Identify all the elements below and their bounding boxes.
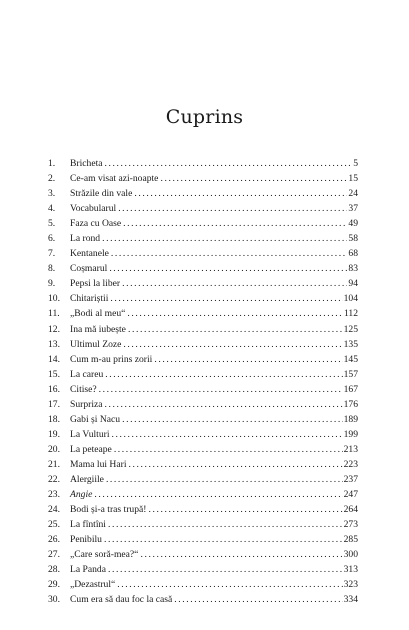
page-number: 104 — [343, 293, 358, 305]
page-number: 313 — [343, 564, 358, 576]
chapter-number: 26. — [48, 534, 60, 546]
page-number: 213 — [343, 443, 358, 455]
dot-leader — [108, 562, 343, 577]
toc-entry — [48, 532, 358, 547]
chapter-title: Cum m-au prins zorii — [70, 353, 153, 365]
toc-entry — [48, 322, 358, 337]
chapter-title: Ultimul Zoze — [70, 338, 122, 350]
toc-entry — [48, 397, 358, 412]
dot-leader — [140, 547, 342, 562]
toc-entry — [48, 246, 358, 261]
dot-leader — [110, 291, 342, 306]
chapter-title: Mama lui Hari — [70, 458, 127, 470]
page-number: 189 — [343, 413, 358, 425]
chapter-title: Kentanele — [70, 248, 109, 260]
chapter-title: Penibilu — [70, 534, 102, 546]
dot-leader — [174, 592, 342, 607]
chapter-number: 16. — [48, 383, 60, 395]
dot-leader — [128, 322, 343, 337]
chapter-number: 9. — [48, 278, 56, 290]
page-number: 37 — [348, 203, 358, 215]
dot-leader — [111, 427, 342, 442]
dot-leader — [105, 397, 343, 412]
dot-leader — [111, 246, 348, 261]
chapter-number: 4. — [48, 203, 56, 215]
page-number: 15 — [348, 173, 358, 185]
dot-leader — [128, 457, 342, 472]
dot-leader — [123, 337, 342, 352]
chapter-title: „Care soră-mea?“ — [70, 549, 139, 561]
page-number: 176 — [343, 398, 358, 410]
chapter-number: 12. — [48, 323, 60, 335]
chapter-number: 15. — [48, 368, 60, 380]
page-number: 237 — [343, 473, 358, 485]
chapter-title: Chitariștii — [70, 293, 109, 305]
chapter-title: Citise? — [70, 383, 97, 395]
chapter-number: 2. — [48, 173, 56, 185]
page-number: 157 — [343, 368, 358, 380]
chapter-title: La peteape — [70, 443, 112, 455]
toc-entry — [48, 472, 358, 487]
toc-entry — [48, 457, 358, 472]
page-number: 83 — [348, 263, 358, 275]
page-number: 323 — [343, 579, 358, 591]
chapter-title: Angie — [70, 489, 93, 501]
chapter-title: La fîntîni — [70, 519, 106, 531]
toc-entry — [48, 201, 358, 216]
toc-entry — [48, 186, 358, 201]
page-number: 5 — [353, 158, 358, 169]
dot-leader — [109, 261, 347, 276]
dot-leader — [114, 442, 343, 457]
toc-entry — [48, 547, 358, 562]
page-number: 334 — [343, 594, 358, 606]
toc-entry — [48, 442, 358, 457]
dot-leader — [105, 156, 353, 171]
toc-entry — [48, 382, 358, 397]
chapter-title: Ina mă iubește — [70, 323, 126, 335]
chapter-number: 25. — [48, 519, 60, 531]
chapter-title: Bricheta — [70, 158, 103, 169]
dot-leader — [148, 502, 342, 517]
page-number: 247 — [343, 489, 358, 501]
chapter-title: La Vulturi — [70, 428, 110, 440]
chapter-number: 27. — [48, 549, 60, 561]
dot-leader — [160, 171, 347, 186]
chapter-title: Surpriza — [70, 398, 103, 410]
dot-leader — [106, 472, 343, 487]
toc-entry — [48, 231, 358, 246]
chapter-number: 18. — [48, 413, 60, 425]
chapter-number: 5. — [48, 218, 56, 230]
chapter-number: 22. — [48, 473, 60, 485]
chapter-title: Alergiile — [70, 473, 104, 485]
dot-leader — [108, 517, 343, 532]
page-number: 112 — [343, 308, 358, 320]
toc-entry — [48, 306, 358, 321]
chapter-title: „Bodi al meu“ — [70, 308, 126, 320]
toc-entry — [48, 261, 358, 276]
chapter-number: 28. — [48, 564, 60, 576]
toc-entry — [48, 337, 358, 352]
page-number: 285 — [343, 534, 358, 546]
chapter-title: Bodi și-a tras trupă! — [70, 504, 147, 516]
chapter-number: 14. — [48, 353, 60, 365]
page-number: 273 — [343, 519, 358, 531]
dot-leader — [127, 306, 343, 321]
chapter-title: Ce-am visat azi-noapte — [70, 173, 159, 185]
chapter-number: 13. — [48, 338, 60, 350]
chapter-number: 10. — [48, 293, 60, 305]
page-number: 300 — [343, 549, 358, 561]
chapter-title: Vocabularul — [70, 203, 117, 215]
page-number: 167 — [343, 383, 358, 395]
page-number: 24 — [348, 188, 358, 200]
dot-leader — [134, 186, 347, 201]
chapter-title: La careu — [70, 368, 104, 380]
chapter-title: Străzile din vale — [70, 188, 133, 200]
page-number: 94 — [348, 278, 358, 290]
dot-leader — [99, 382, 343, 397]
dot-leader — [122, 412, 343, 427]
chapter-number: 7. — [48, 248, 56, 260]
page-number: 223 — [343, 458, 358, 470]
chapter-number: 3. — [48, 188, 56, 200]
chapter-number: 30. — [48, 594, 60, 606]
toc-entry — [48, 276, 358, 291]
chapter-number: 19. — [48, 428, 60, 440]
toc-entry — [48, 517, 358, 532]
chapter-number: 6. — [48, 233, 56, 245]
dot-leader — [122, 276, 347, 291]
chapter-number: 24. — [48, 504, 60, 516]
chapter-title: Pepsi la liber — [70, 278, 121, 290]
chapter-title: La rond — [70, 233, 101, 245]
chapter-title: „Dezastrul“ — [70, 579, 116, 591]
toc-entry — [48, 592, 358, 607]
chapter-title: Cum era să dau foc la casă — [70, 594, 173, 606]
dot-leader — [123, 216, 347, 231]
toc-entry — [48, 291, 358, 306]
toc-entry — [48, 502, 358, 517]
chapter-title: Gabi și Nacu — [70, 413, 121, 425]
page-title: Cuprins — [165, 106, 244, 128]
page-number: 135 — [343, 338, 358, 350]
chapter-number: 23. — [48, 489, 60, 501]
page-number: 49 — [348, 218, 358, 230]
page-number: 264 — [343, 504, 358, 516]
toc-entry — [48, 171, 358, 186]
page-number: 145 — [343, 353, 358, 365]
dot-leader — [118, 201, 347, 216]
page-number: 125 — [343, 323, 358, 335]
dot-leader — [154, 352, 342, 367]
toc-entry — [48, 216, 358, 231]
dot-leader — [102, 231, 347, 246]
page-number: 68 — [348, 248, 358, 260]
chapter-number: 8. — [48, 263, 56, 275]
chapter-number: 20. — [48, 443, 60, 455]
dot-leader — [104, 532, 343, 547]
dot-leader — [105, 367, 342, 382]
chapter-title: Faza cu Oase — [70, 218, 122, 230]
dot-leader — [117, 577, 342, 592]
toc-entry — [48, 577, 358, 592]
chapter-number: 29. — [48, 579, 60, 591]
toc-entry — [48, 412, 358, 427]
page-number: 199 — [343, 428, 358, 440]
chapter-number: 1. — [48, 158, 56, 169]
toc-entry — [48, 156, 358, 171]
page-number: 58 — [348, 233, 358, 245]
chapter-title: Coșmarul — [70, 263, 108, 275]
toc-entry — [48, 487, 358, 502]
chapter-title: La Panda — [70, 564, 106, 576]
toc-entry — [48, 352, 358, 367]
dot-leader — [94, 487, 342, 502]
toc-entry — [48, 562, 358, 577]
chapter-number: 17. — [48, 398, 60, 410]
chapter-number: 21. — [48, 458, 60, 470]
toc-entry — [48, 367, 358, 382]
table-of-contents — [48, 156, 358, 607]
toc-entry — [48, 427, 358, 442]
chapter-number: 11. — [48, 308, 60, 320]
